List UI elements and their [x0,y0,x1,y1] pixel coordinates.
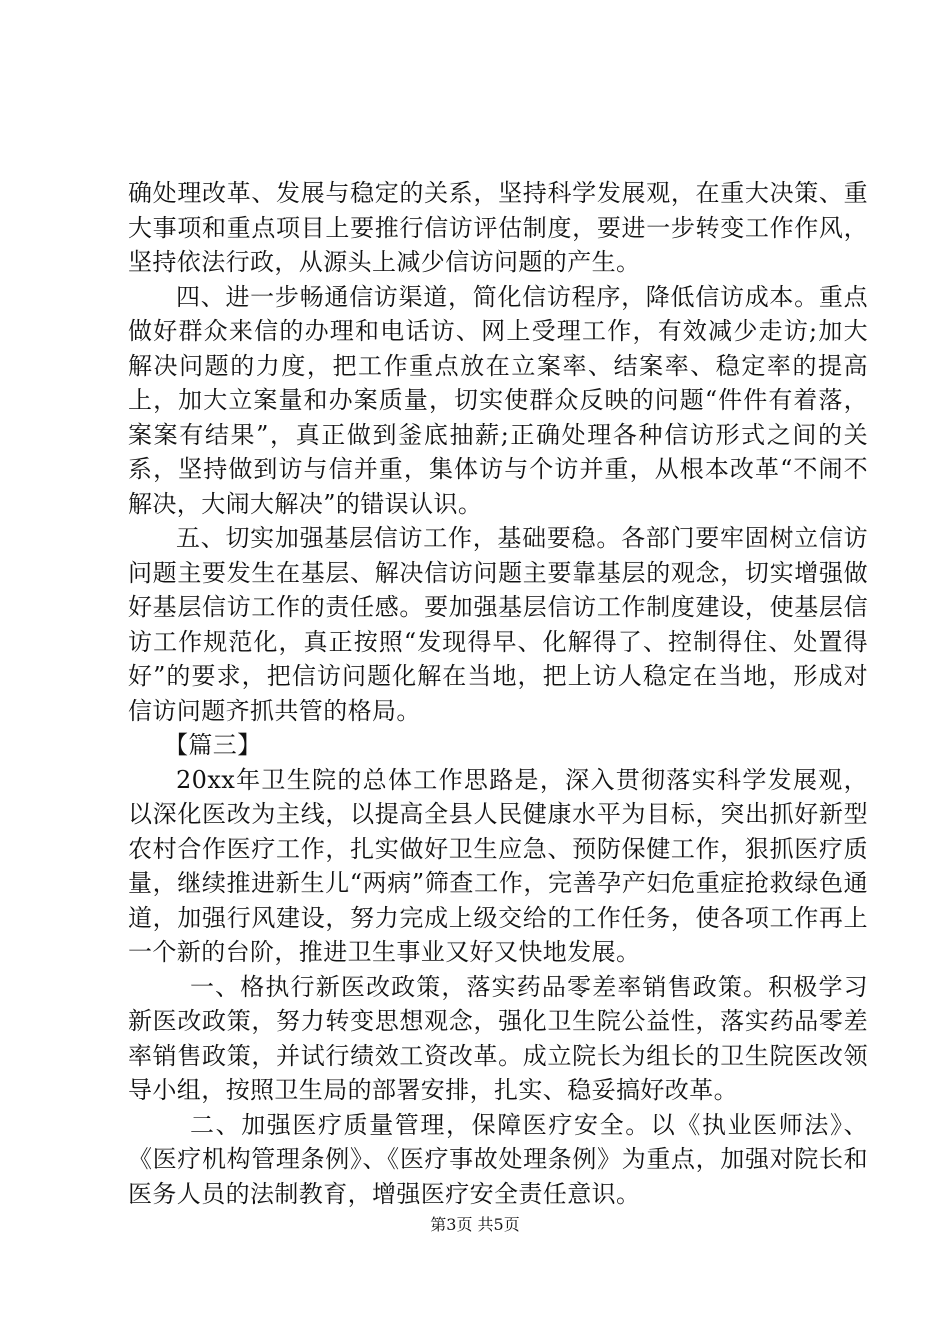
paragraph-item-one: 一、格执行新医改政策，落实药品零差率销售政策。积极学习新医改政策，努力转变思想观念，强化卫生院公益性，落实药品零差率销售政策，并试行绩效工资改革。成立院长为组长的卫生院医改领导小组，按照卫生局的部署安排，扎实、稳妥搞好改革。 [128,972,868,1104]
paragraph-overview: 20xx年卫生院的总体工作思路是，深入贯彻落实科学发展观，以深化医改为主线，以提高全县人民健康水平为目标，突出抓好新型农村合作医疗工作，扎实做好卫生应急、预防保健工作，狠抓医疗质量，继续推进新生儿“两病”筛查工作，完善孕产妇危重症抢救绿色通道，加强行风建设，努力完成上级交给的工作任务，使各项工作再上一个新的台阶，推进卫生事业又好又快地发展。 [128,765,868,966]
paragraph-section-five: 五、切实加强基层信访工作，基础要稳。各部门要牢固树立信访问题主要发生在基层、解决信访问题主要靠基层的观念，切实增强做好基层信访工作的责任感。要加强基层信访工作制度建设，使基层信访工作规范化，真正按照“发现得早、化解得了、控制得住、处置得好”的要求，把信访问题化解在当地，把上访人稳定在当地，形成对信访问题齐抓共管的格局。 [128,524,868,725]
section-heading: 【篇三】 [164,731,262,759]
page-footer: 第3页 共5页 [430,1215,520,1234]
paragraph-item-two: 二、加强医疗质量管理，保障医疗安全。以《执业医师法》、《医疗机构管理条例》、《医疗事故处理条例》为重点，加强对院长和医务人员的法制教育，增强医疗安全责任意识。 [128,1110,868,1208]
document-body [128,176,868,1211]
paragraph-continuation: 确处理改革、发展与稳定的关系，坚持科学发展观，在重大决策、重大事项和重点项目上要推行信访评估制度，要进一步转变工作作风，坚持依法行政，从源头上减少信访问题的产生。 [128,179,868,276]
paragraph-section-four: 四、进一步畅通信访渠道，简化信访程序，降低信访成本。重点做好群众来信的办理和电话访、网上受理工作，有效减少走访;加大解决问题的力度，把工作重点放在立案率、结案率、稳定率的提高上，加大立案量和办案质量，切实使群众反映的问题“件件有着落，案案有结果”，真正做到釜底抽薪;正确处理各种信访形式之间的关系，坚持做到访与信并重，集体访与个访并重，从根本改革“不闹不解决，大闹大解决”的错误认识。 [128,282,868,518]
